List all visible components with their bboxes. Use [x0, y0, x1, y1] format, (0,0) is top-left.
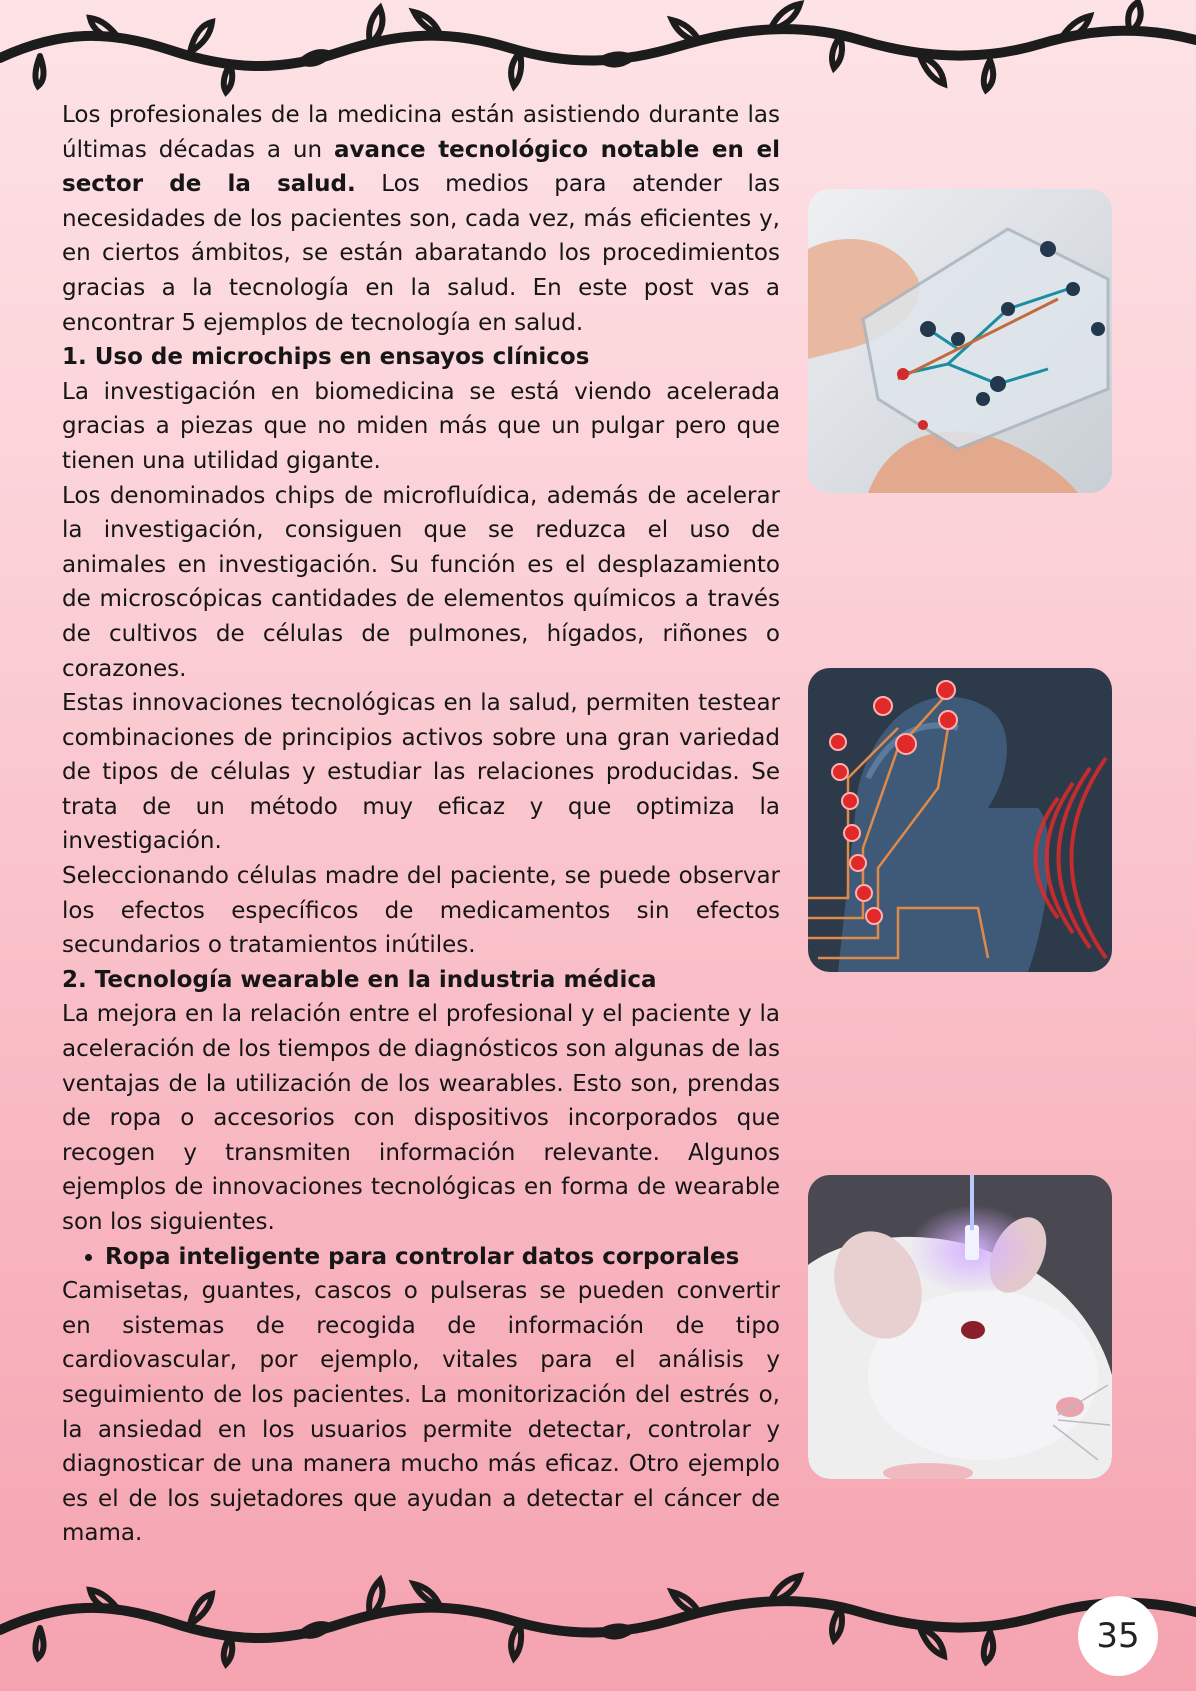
wearable-shirt-sensors-photo [808, 668, 1112, 972]
article-body [62, 98, 780, 1551]
paragraph-innovations: Estas innovaciones tecnológicas en la salud, permiten testear combinaciones de principios activos sobre una gran variedad de tipos de células y estudiar las relaciones producidas. Se trata de un método muy eficaz y que optimiza la investigación. [62, 690, 780, 855]
paragraph-microfluidic-chips: Los denominados chips de microfluídica, además de acelerar la investigación, consiguen que se reduzca el uso de animales en investigación. Su función es el desplazamiento de microscópicas cantidades de elementos químicos a través de cultivos de células de pulmones, hígados, riñones o corazones. [62, 482, 780, 682]
bullet-smart-clothing: • Ropa inteligente para controlar datos corporales [105, 1240, 780, 1275]
bullet-list [62, 1240, 780, 1275]
paragraph-stem-cells: Seleccionando células madre del paciente, se puede observar los efectos específicos de medicamentos sin efectos secundarios o tratamientos inútiles. [62, 863, 780, 959]
intro-text-end: Los medios para atender las necesidades de los pacientes son, cada vez, más eficientes y, en ciertos ámbitos, se están abaratando los procedimientos gracias a la tecnología en la salud. En este post vas a encontrar 5 ejemplos de tecnología en salud. [62, 171, 780, 336]
intro-text-start: Los profesionales de la medicina están asistiendo durante las últimas décadas a un [62, 102, 780, 163]
section-heading-wearables: 2. Tecnología wearable en la industria médica [62, 966, 657, 993]
paragraph-wearables: La mejora en la relación entre el profesional y el paciente y la aceleración de los tiempos de diagnósticos son algunas de las ventajas de la utilización de los wearables. Esto son, prendas de ropa o accesorios con dispositivos incorporados que recogen y transmiten información relevante. Algunos ejemplos de innovaciones tecnológicas en forma de wearable son los siguientes. [62, 1001, 780, 1235]
microfluidic-chip-photo [808, 189, 1112, 493]
lab-rat-optogenetics-photo [808, 1175, 1112, 1479]
intro-bold-text: avance tecnológico notable en el sector de la salud. [62, 136, 780, 198]
page-number: 35 [1078, 1596, 1158, 1676]
decorative-vine-bottom [0, 1568, 1196, 1678]
decorative-vine-top [0, 0, 1196, 110]
paragraph-biomedicine: La investigación en biomedicina se está viendo acelerada gracias a piezas que no miden más que un pulgar pero que tienen una utilidad gigante. [62, 378, 780, 474]
paragraph-smart-clothing: Camisetas, guantes, cascos o pulseras se pueden convertir en sistemas de recogida de información de tipo cardiovascular, por ejemplo, vitales para el análisis y seguimiento de los pacientes. La monitorización del estrés o, la ansiedad en los usuarios permite detectar, controlar y diagnosticar de una manera mucho más eficaz. Otro ejemplo es el de los sujetadores que ayudan a detectar el cáncer de mama. [62, 1278, 780, 1547]
intro-paragraph [62, 98, 780, 340]
section-heading-microchips: 1. Uso de microchips en ensayos clínicos [62, 344, 590, 371]
